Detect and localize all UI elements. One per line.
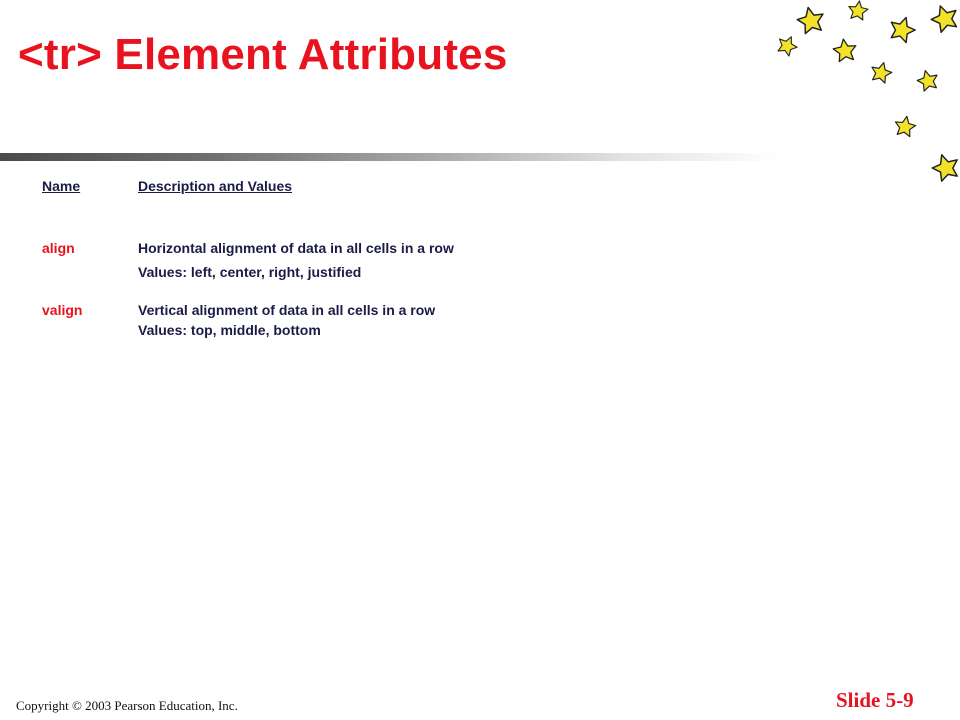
header-description: Description and Values [138, 178, 293, 194]
attribute-description-cell [138, 238, 454, 282]
star-icon [893, 115, 917, 138]
attribute-name: valign [42, 302, 83, 318]
star-icon [795, 5, 826, 35]
attribute-description: Vertical alignment of data in all cells in a row [138, 302, 436, 318]
star-icon [847, 0, 869, 21]
attribute-name: align [42, 240, 75, 256]
header-name: Name [42, 178, 81, 194]
attribute-description-cell [138, 300, 435, 340]
star-icon [887, 14, 918, 44]
star-icon [929, 151, 960, 183]
star-icon [775, 33, 800, 58]
copyright-notice: Copyright © 2003 Pearson Education, Inc. [16, 698, 238, 713]
star-icon [928, 2, 960, 34]
star-icon [832, 38, 858, 63]
title-divider [0, 153, 780, 161]
slide-number: Slide 5-9 [836, 688, 914, 712]
attribute-description: Horizontal alignment of data in all cells in a row [138, 240, 454, 256]
slide-title: <tr> Element Attributes [18, 30, 508, 79]
attribute-values: Values: left, center, right, justified [138, 264, 362, 280]
star-icon [869, 60, 894, 84]
attribute-values: Values: top, middle, bottom [138, 322, 321, 338]
star-icon [915, 68, 940, 92]
